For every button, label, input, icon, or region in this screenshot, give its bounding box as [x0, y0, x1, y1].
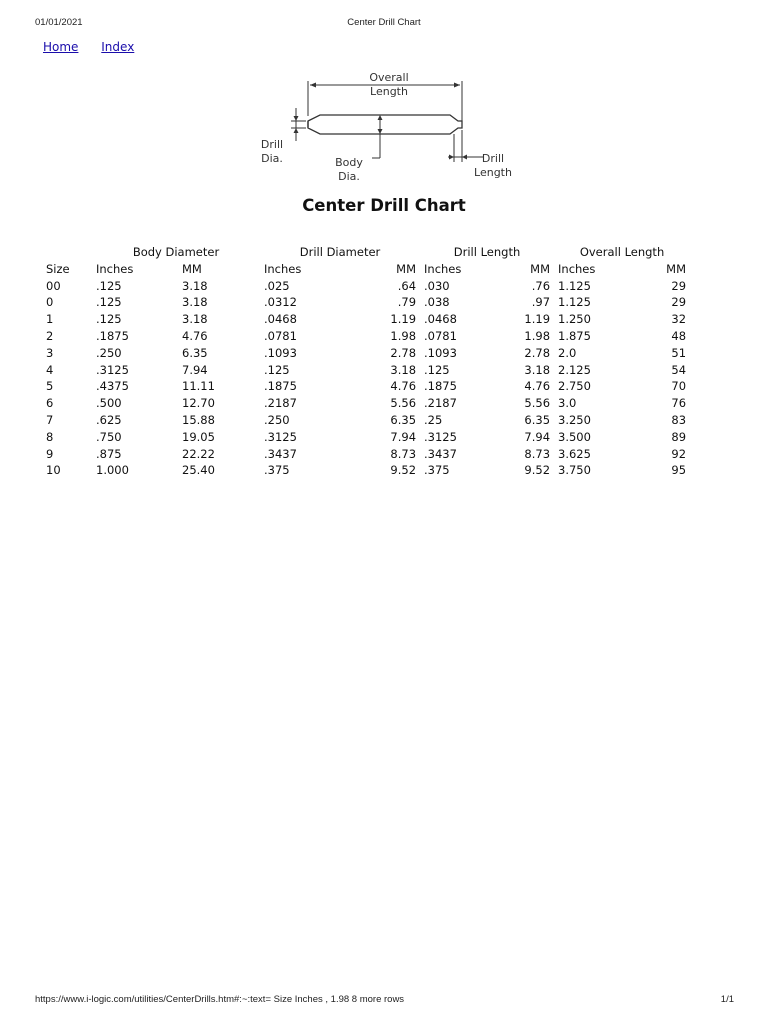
table-cell: 3.750 [558, 463, 591, 478]
table-cell: 11.11 [182, 379, 215, 394]
body-dia-label-1: Body [335, 156, 363, 169]
column-header-row [42, 261, 690, 278]
table-cell: 5.56 [524, 396, 551, 411]
table-cell: .125 [96, 312, 122, 327]
table-cell: .3125 [264, 429, 297, 444]
table-cell: 2.125 [558, 362, 591, 377]
table-cell: 29 [671, 295, 687, 310]
table-cell: .0468 [264, 312, 297, 327]
table-cell: .1093 [264, 345, 297, 360]
table-cell: .025 [264, 278, 290, 293]
table-cell: 8.73 [390, 446, 417, 461]
table-cell: 1.19 [524, 312, 551, 327]
table-cell: 5 [46, 379, 54, 394]
column-header: Size [46, 261, 70, 276]
table-cell: .2187 [424, 396, 457, 411]
table-cell: 76 [671, 396, 687, 411]
table-cell: 7.94 [390, 429, 417, 444]
table-cell: .500 [96, 396, 122, 411]
table-row [42, 362, 690, 379]
overall-length-label-2: Length [370, 85, 408, 98]
table-body [42, 278, 690, 480]
table-cell: 1.98 [390, 328, 417, 343]
drill-length-label-2: Length [474, 166, 512, 179]
print-url: https://www.i-logic.com/utilities/CenterDrills.htm#:~:text= Size Inches , 1.98 8 more rows [35, 994, 405, 1005]
table-cell: .97 [531, 295, 551, 310]
table-cell: 3.18 [182, 312, 208, 327]
home-link[interactable]: Home [43, 40, 79, 54]
table-cell: 2.78 [390, 345, 417, 360]
table-cell: 7 [46, 412, 54, 427]
table-cell: 1.000 [96, 463, 129, 478]
table-cell: 2.750 [558, 379, 591, 394]
table-row [42, 278, 690, 295]
drill-dia-label-1: Drill [260, 138, 284, 151]
group-header-drill-length: Drill Length [453, 245, 521, 259]
table-cell: 83 [671, 412, 687, 427]
drill-body-shape [308, 115, 462, 134]
table-cell: 6 [46, 396, 54, 411]
table-cell: .0312 [264, 295, 297, 310]
column-header: MM [530, 261, 551, 276]
table-cell: .79 [397, 295, 417, 310]
print-title: Center Drill Chart [347, 17, 421, 28]
column-header: Inches [264, 261, 302, 276]
table-cell: 7.94 [524, 429, 551, 444]
table-cell: 4.76 [182, 328, 208, 343]
table-cell: 1.98 [524, 328, 551, 343]
table-cell: 22.22 [182, 446, 215, 461]
table-cell: 2.0 [558, 345, 577, 360]
table-cell: 5.56 [390, 396, 417, 411]
column-header: Inches [424, 261, 462, 276]
print-date: 01/01/2021 [35, 17, 83, 28]
table-cell: 54 [671, 362, 687, 377]
table-cell: .3437 [424, 446, 457, 461]
drill-length-label-1: Drill [481, 152, 505, 165]
table-cell: .3125 [96, 362, 129, 377]
page-title: Center Drill Chart [302, 196, 466, 215]
table-cell: .3125 [424, 429, 457, 444]
table-cell: 29 [671, 278, 687, 293]
table-cell: .1093 [424, 345, 457, 360]
table-cell: 8.73 [524, 446, 551, 461]
table-cell: 3.18 [182, 295, 208, 310]
table-cell: .1875 [96, 328, 129, 343]
table-cell: 1.875 [558, 328, 591, 343]
table-cell: 0 [46, 295, 54, 310]
table-cell: 6.35 [390, 412, 417, 427]
table-cell: .0781 [424, 328, 457, 343]
table-cell: 19.05 [182, 429, 215, 444]
table-cell: 9.52 [390, 463, 417, 478]
drill-dia-label-2: Dia. [261, 152, 283, 165]
table-cell: .250 [264, 412, 290, 427]
group-header-spacer [42, 244, 92, 261]
index-link[interactable]: Index [101, 40, 135, 54]
table-cell: 3 [46, 345, 54, 360]
table-cell: .4375 [96, 379, 129, 394]
table-cell: 3.625 [558, 446, 591, 461]
table-cell: 3.18 [390, 362, 417, 377]
table-row [42, 294, 690, 311]
column-header: Inches [96, 261, 134, 276]
table-row [42, 345, 690, 362]
table-cell: 92 [671, 446, 687, 461]
table-cell: 48 [671, 328, 687, 343]
table-row [42, 412, 690, 429]
table-cell: 3.18 [182, 278, 208, 293]
table-cell: 3.18 [524, 362, 551, 377]
table-cell: 6.35 [524, 412, 551, 427]
table-cell: 15.88 [182, 412, 215, 427]
table-cell: 6.35 [182, 345, 208, 360]
column-header: Inches [558, 261, 596, 276]
print-footer [0, 994, 768, 1008]
table-cell: 4.76 [524, 379, 551, 394]
table-cell: .64 [397, 278, 417, 293]
table-cell: 00 [46, 278, 61, 293]
table-cell: .125 [96, 295, 122, 310]
table-cell: 95 [671, 463, 687, 478]
table-cell: .125 [96, 278, 122, 293]
table-row [42, 311, 690, 328]
group-header-body-diameter: Body Diameter [132, 245, 220, 259]
table-cell: 70 [671, 379, 687, 394]
table-cell: .125 [264, 362, 290, 377]
table-cell: 3.250 [558, 412, 591, 427]
table-cell: 12.70 [182, 396, 215, 411]
table-cell: .125 [424, 362, 450, 377]
center-drill-diagram [250, 66, 520, 186]
table-cell: .1875 [264, 379, 297, 394]
table-row [42, 395, 690, 412]
table-cell: 9 [46, 446, 54, 461]
table-cell: .1875 [424, 379, 457, 394]
table-cell: 3.500 [558, 429, 591, 444]
table-cell: .750 [96, 429, 122, 444]
table-cell: 1.19 [390, 312, 417, 327]
table-cell: .25 [424, 412, 443, 427]
table-cell: 3.0 [558, 396, 577, 411]
table-cell: 32 [671, 312, 687, 327]
table-cell: 9.52 [524, 463, 551, 478]
group-header-drill-diameter: Drill Diameter [299, 245, 381, 259]
table-cell: .625 [96, 412, 122, 427]
table-cell: 4 [46, 362, 54, 377]
table-cell: .375 [264, 463, 290, 478]
table-cell: 8 [46, 429, 54, 444]
table-cell: 7.94 [182, 362, 208, 377]
table-row [42, 462, 690, 479]
table-cell: 1.125 [558, 295, 591, 310]
group-header-overall-length: Overall Length [579, 245, 665, 259]
table-row [42, 378, 690, 395]
table-cell: .2187 [264, 396, 297, 411]
table-cell: 51 [671, 345, 687, 360]
top-nav [43, 40, 153, 54]
column-header: MM [666, 261, 687, 276]
column-header: MM [396, 261, 417, 276]
table-cell: 1.125 [558, 278, 591, 293]
table-cell: 10 [46, 463, 61, 478]
table-cell: 4.76 [390, 379, 417, 394]
body-dia-label-2: Dia. [338, 170, 360, 183]
print-header [0, 17, 768, 31]
table-cell: .76 [531, 278, 551, 293]
table-cell: .0468 [424, 312, 457, 327]
page-number: 1/1 [720, 994, 734, 1005]
table-cell: .375 [424, 463, 450, 478]
table-cell: .875 [96, 446, 122, 461]
table-cell: 89 [671, 429, 687, 444]
table-row [42, 328, 690, 345]
table-cell: .0781 [264, 328, 297, 343]
table-cell: 1 [46, 312, 54, 327]
table-row [42, 446, 690, 463]
table-cell: .038 [424, 295, 450, 310]
center-drill-table [42, 244, 690, 479]
overall-length-label-1: Overall [369, 71, 409, 84]
column-header: MM [182, 261, 202, 276]
table-cell: 2.78 [524, 345, 551, 360]
table-cell: 2 [46, 328, 54, 343]
table-cell: 25.40 [182, 463, 215, 478]
table-row [42, 429, 690, 446]
table-cell: .030 [424, 278, 450, 293]
group-header-row [42, 244, 690, 261]
table-cell: .3437 [264, 446, 297, 461]
table-cell: 1.250 [558, 312, 591, 327]
table-cell: .250 [96, 345, 122, 360]
